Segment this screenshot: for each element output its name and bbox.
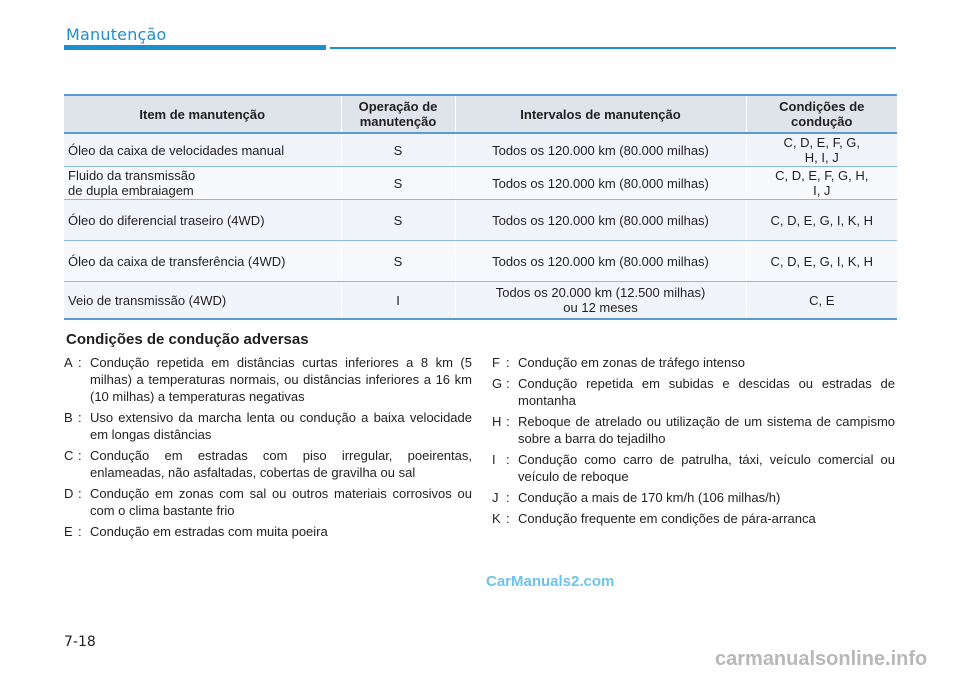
conditions-list-right — [492, 354, 895, 531]
condition-separator: : — [78, 486, 82, 501]
condition-separator: : — [506, 511, 510, 526]
condition-separator: : — [506, 452, 510, 467]
condition-key: D — [64, 486, 74, 501]
condition-separator: : — [506, 490, 510, 505]
condition-text: Condução frequente em condições de pára-arranca — [518, 511, 816, 526]
condition-key: A — [64, 355, 73, 370]
condition-item — [492, 354, 895, 371]
header-operation: Operação de manutenção — [341, 95, 455, 133]
cell-interval: Todos os 120.000 km (80.000 milhas) — [455, 133, 746, 167]
condition-text: Condução repetida em subidas e descidas ou estradas de montanha — [518, 376, 895, 408]
condition-text: Condução em zonas de tráfego intenso — [518, 355, 745, 370]
condition-item — [492, 413, 895, 447]
cell-operation: S — [341, 200, 455, 241]
cell-item: Óleo da caixa de transferência (4WD) — [64, 241, 341, 282]
table-row — [64, 167, 897, 200]
footer-watermark: carmanualsonline.info — [715, 648, 928, 670]
section-title: Manutenção — [66, 25, 167, 44]
header-conditions: Condições de condução — [746, 95, 897, 133]
condition-separator: : — [78, 355, 82, 370]
maintenance-table — [64, 94, 897, 320]
condition-key: J — [492, 490, 499, 505]
condition-text: Condução em estradas com piso irregular, poeirentas, enlameadas, não asfaltadas, cobertas de gravilha ou sal — [90, 448, 472, 480]
cell-conditions: C, D, E, F, G, H, I, J — [746, 167, 897, 200]
cell-operation: S — [341, 167, 455, 200]
condition-separator: : — [78, 410, 82, 425]
conditions-heading: Condições de condução adversas — [66, 331, 309, 348]
condition-separator: : — [506, 414, 510, 429]
condition-item — [492, 451, 895, 485]
carmanuals2-watermark[interactable]: CarManuals2.com — [486, 573, 615, 590]
header-rule-thin — [330, 47, 896, 49]
table-header-row — [64, 95, 897, 133]
condition-separator: : — [506, 355, 510, 370]
table-row — [64, 200, 897, 241]
condition-key: H — [492, 414, 502, 429]
cell-item: Veio de transmissão (4WD) — [64, 282, 341, 320]
condition-key: B — [64, 410, 73, 425]
condition-text: Condução repetida em distâncias curtas inferiores a 8 km (5 milhas) a temperaturas normais, ou distâncias inferiores a 16 km (10 milhas) a temperaturas negativas — [90, 355, 472, 404]
condition-separator: : — [78, 448, 82, 463]
table-row — [64, 133, 897, 167]
header-item: Item de manutenção — [64, 95, 341, 133]
table-row — [64, 282, 897, 320]
condition-item — [64, 447, 472, 481]
cell-conditions: C, D, E, G, I, K, H — [746, 200, 897, 241]
condition-key: F — [492, 355, 500, 370]
condition-separator: : — [78, 524, 82, 539]
condition-item — [64, 354, 472, 405]
cell-operation: I — [341, 282, 455, 320]
condition-text: Condução em zonas com sal ou outros materiais corrosivos ou com o clima bastante frio — [90, 486, 472, 518]
cell-interval: Todos os 20.000 km (12.500 milhas) ou 12 meses — [455, 282, 746, 320]
condition-text: Uso extensivo da marcha lenta ou condução a baixa velocidade em longas distâncias — [90, 410, 472, 442]
cell-operation: S — [341, 241, 455, 282]
condition-key: E — [64, 524, 73, 539]
cell-interval: Todos os 120.000 km (80.000 milhas) — [455, 200, 746, 241]
condition-separator: : — [506, 376, 510, 391]
page-number: 7-18 — [64, 634, 96, 650]
cell-item: Fluido da transmissão de dupla embraiagem — [64, 167, 341, 200]
cell-interval: Todos os 120.000 km (80.000 milhas) — [455, 241, 746, 282]
condition-text: Condução como carro de patrulha, táxi, veículo comercial ou veículo de reboque — [518, 452, 895, 484]
cell-conditions: C, D, E, G, I, K, H — [746, 241, 897, 282]
header-rule-thick — [64, 45, 326, 50]
condition-item — [64, 523, 472, 540]
header-interval: Intervalos de manutenção — [455, 95, 746, 133]
condition-key: G — [492, 376, 503, 391]
condition-item — [492, 510, 895, 527]
cell-item: Óleo do diferencial traseiro (4WD) — [64, 200, 341, 241]
cell-operation: S — [341, 133, 455, 167]
conditions-list-left — [64, 354, 472, 544]
cell-conditions: C, D, E, F, G, H, I, J — [746, 133, 897, 167]
condition-item — [492, 489, 895, 506]
condition-text: Condução a mais de 170 km/h (106 milhas/h) — [518, 490, 781, 505]
condition-item — [64, 485, 472, 519]
condition-item — [64, 409, 472, 443]
condition-key: C — [64, 448, 74, 463]
cell-conditions: C, E — [746, 282, 897, 320]
cell-interval: Todos os 120.000 km (80.000 milhas) — [455, 167, 746, 200]
cell-item: Óleo da caixa de velocidades manual — [64, 133, 341, 167]
condition-key: K — [492, 511, 501, 526]
table-row — [64, 241, 897, 282]
condition-text: Reboque de atrelado ou utilização de um sistema de campismo sobre a barra do tejadilho — [518, 414, 895, 446]
condition-item — [492, 375, 895, 409]
condition-text: Condução em estradas com muita poeira — [90, 524, 328, 539]
condition-key: I — [492, 452, 496, 467]
